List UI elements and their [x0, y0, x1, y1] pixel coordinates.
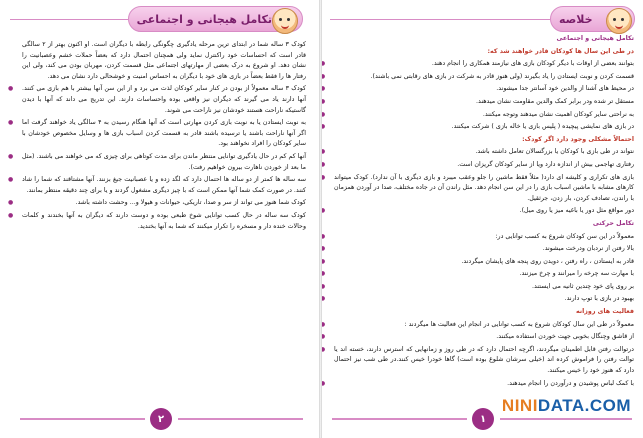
- paragraph: کودک ۳ ساله شما در ابتدای ترین مرحله یادگیری چگونگی رابطه با دیگران است. او اکنون بهتر از ۲ سالگی قادر است که احساسات خود راکنترل نماید ولی همچنان احتمال دارد که بعضاً حملات خشم وعصبانیت را نشان دهد. او شروع به درک بعضی از مهارتهای اجتماعی مثل قسمت کردن، مهربان بودن می کند، ولی این رفتار ها را فقط بعضاً در بازی های خود با دیگران به احساس امنیت و خوشحالی دارد نشان می دهد.: [22, 41, 306, 80]
- site-watermark: [502, 396, 631, 416]
- page-number: ۱: [472, 408, 494, 430]
- header-rule: [330, 19, 550, 20]
- right-page: [322, 0, 643, 438]
- list-item: درتوالت رفتن قابل اطمینان میگردند، اگرچه احتمال دارد که در طی روز و زمانهایی که استرس دارند، خسته اند یا توالت رفتن را فراموش کرده اند (خیلی سرشان شلوغ بوده است) گاها خودرا خیس کنند.در طی شب نیز احتمال دارد که هنوز خود را خیس میکنند. ●: [334, 345, 634, 377]
- paragraph: آنها کم کم در حال یادگیری توانایی منتظر ماندن برای مدت کوتاهی برای چیزی که می خواهند می باشند. (مثل ما بعد از خوردن ناهارت بیرون خواهیم رفت). ●: [22, 152, 306, 173]
- footer-rule: [178, 418, 303, 420]
- list-item: به نراحتی سایر کودکان اهمیت نشان میدهند وتوجه میکنند. ●: [334, 110, 634, 121]
- list-item: در محیط های آشنا از والدین خود آسانتر جدا میشوند. ●: [334, 84, 634, 95]
- list-item: بر روی پای خود چندین ثانیه می ایستند. ●: [334, 282, 634, 293]
- list-item: بازی های تکراری و کلیشه ای دارد( مثلاً فقط ماشین را جلو وعقب میبرد و بازی دیگری با آن ندارد). کودک میتواند کارهای مشابه با ماشین اسباب بازی را در این سن انجام دهد. مثل راندن آن در جاده مختلف، صدا در آوردن همزمان با راندن، تصادف کردن، بار زدن، جرثقیل. ●: [334, 173, 634, 205]
- paragraph: به نوبت ایستادن یا به نوبت بازی کردن مهارتی است که آنها هنگام رسیدن به ۴ سالگی یاد خواهند گرفت اما اگر آنها ناراحت باشند یا ترسیده باشند قادر به قسمت کردن اسباب بازی ها و وسایل مخصوص خودشان با سایر کودکان را افراد نخواهند بود. ●: [22, 118, 306, 150]
- list-item: قسمت کردن و نوبت ایستادن را یاد بگیرند (ولی هنوز قادر به شرکت در بازی های رقابتی نمی باشند). ●: [334, 72, 634, 83]
- paragraph: کودک سه ساله در حال کسب توانایی شوخ طبعی بوده و دوست دارند که دیگران به آنها بخندند و کلمات وحالات خنده دار و مسخره را تکرار میکنند که شما به آنها بخندید. ●: [22, 211, 306, 232]
- watermark-part-2: DATA.COM: [537, 396, 631, 415]
- page-number: ۲: [150, 408, 172, 430]
- list-item: قادر به ایستادن ، راه رفتن ، دویدن روی پنجه های پایشان میگردند. ●: [334, 257, 634, 268]
- body-text: [22, 40, 306, 234]
- section-header: [550, 6, 635, 32]
- footer-rule: [332, 418, 467, 420]
- page-title: خلاصه: [559, 12, 593, 26]
- section-subheading: در طی این سال ها کودکان قادر خواهند شد که:: [487, 47, 634, 55]
- baby-mascot-icon: [272, 8, 298, 34]
- list-item: رفتاری تهاجمی بیش از اندازه دارد ویا از سایر کودکان گریزان است. ●: [334, 160, 634, 171]
- baby-mascot-icon: [606, 8, 632, 34]
- paragraph: سه ساله ها کمتر از دو ساله ها احتمال دارد که لگد زده و یا عصبانیت جیغ بزنند. آنها مشتاقند که شما را شاد کنند. در صورت کمک شما آنها ممکن است که با چیز دیگری مشغول گردند و یا برای چند دقیقه منتظر بمانند. ●: [22, 175, 306, 196]
- watermark-part-1: NINI: [501, 396, 538, 415]
- list-item: معمولاً در طی این سال کودکان شروع به کسب توانایی در انجام این فعالیت ها میگردند : ●: [334, 320, 634, 331]
- list-item: با مهارت سه چرخه را میرانند و چرخ میزنند. ●: [334, 269, 634, 280]
- section-heading: تکامل حرکتی: [592, 219, 634, 227]
- paragraph: کودک ۳ ساله معمولاً از بودن در کنار سایر کودکان لذت می برد و از این سن آنها بیشتر با هم بازی می کنند. آنها دارند یاد می گیرند که دیگران نیز واقعی بوده واحساسات دارند. این تدریج می داند که آنها با دیدن گاستیکه ناراحت هستند خودشان نیز ناراحت می شوند. ●: [22, 84, 306, 116]
- list-item: در بازی های نمایشی پیچیده ( پلیس بازی یا خاله بازی ) شرکت میکنند. ●: [334, 122, 634, 133]
- section-subheading: احتمالاً مشکلی وجود دارد اگر کودک:: [522, 135, 634, 143]
- body-text: [334, 34, 634, 391]
- list-item: دور مواقع مثل دور یا باغیه میز یا روی میل). ●: [334, 206, 634, 217]
- list-item: نتواند در طی بازی با کودکان یا بزرگسالان تعامل داشته باشد. ●: [334, 147, 634, 158]
- list-item: با کمک لباس پوشیدن و درآوردن را انجام میدهند. ●: [334, 379, 634, 390]
- list-item: بالا رفتن از نردبان ودرخت میشوند. ●: [334, 244, 634, 255]
- list-item: مستقل تر شده ودر برابر کمک والدین مقاومت نشان میدهند. ●: [334, 97, 634, 108]
- list-item: معمولاً در این سن کودکان شروع به کسب توانایی در: ●: [334, 232, 634, 243]
- left-page: [0, 0, 320, 438]
- footer-rule: [20, 418, 145, 420]
- paragraph: کودک شما هنوز می تواند از سر و صدا، تاریکی، حیوانات و هیولا و... وحشت داشته باشد. ●: [22, 198, 306, 209]
- section-heading: تکامل هیجانی و اجتماعی: [556, 35, 634, 42]
- list-item: بتوانند بعضی از اوقات با دیگر کودکان بازی های نیازمند همکاری را انجام دهند. ●: [334, 59, 634, 70]
- section-header: [128, 6, 303, 32]
- section-subheading: فعالیت های روزانه: [575, 308, 634, 316]
- page-title: تکامل هیجانی و اجتماعی: [136, 12, 272, 26]
- header-rule: [10, 19, 128, 20]
- list-item: بهبود در بازی با توپ دارند. ●: [334, 294, 634, 305]
- list-item: از قاشق وچنگال بخوبی جهت خوردن استفاده میکنند. ●: [334, 332, 634, 343]
- footer-rule: [500, 418, 632, 420]
